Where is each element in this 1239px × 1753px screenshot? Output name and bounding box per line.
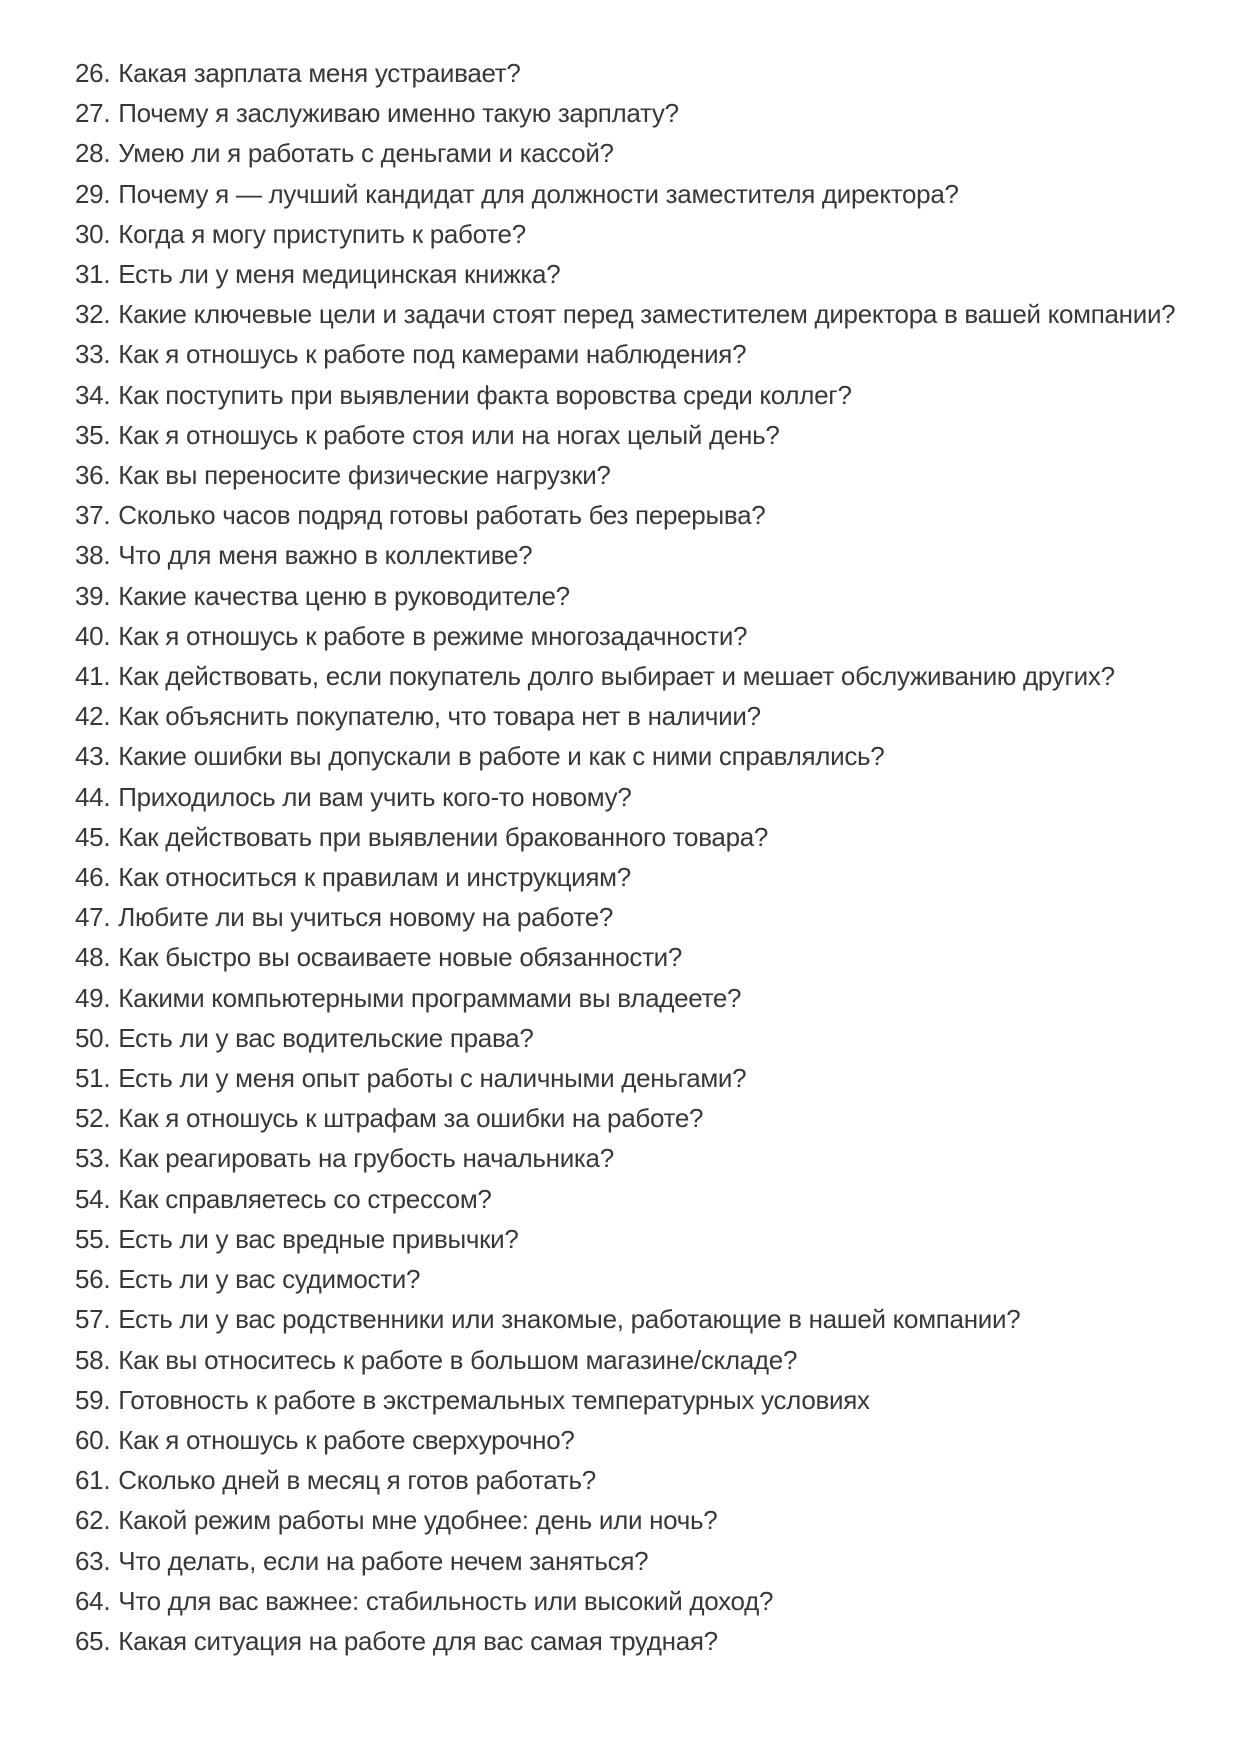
question-text: Как я отношусь к работе в режиме многозадачности? [118,620,748,651]
question-item [75,1420,1209,1460]
question-number: 40. [75,620,111,651]
question-item [75,294,1209,334]
question-text: Как я отношусь к работе под камерами наблюдения? [118,339,747,370]
question-text: Как действовать, если покупатель долго выбирает и мешает обслуживанию других? [118,661,1115,692]
question-number: 55. [75,1223,111,1254]
question-text: Готовность к работе в экстремальных температурных условиях [118,1384,870,1415]
question-text: Приходилось ли вам учить кого-то новому? [118,781,632,812]
question-text: Какие качества ценю в руководителе? [118,580,570,611]
question-item [75,696,1209,736]
question-text: Есть ли у вас вредные привычки? [118,1223,519,1254]
question-text: Есть ли у вас водительские права? [118,1022,534,1053]
question-number: 46. [75,862,111,893]
question-number: 44. [75,781,111,812]
question-text: Как быстро вы осваиваете новые обязанности? [118,942,683,973]
question-text: Как действовать при выявлении бракованного товара? [118,821,769,852]
question-number: 47. [75,902,111,933]
question-number: 42. [75,701,111,732]
question-number: 57. [75,1304,111,1335]
question-item [75,1179,1209,1219]
question-text: Что делать, если на работе нечем заняться? [118,1545,649,1576]
question-number: 50. [75,1022,111,1053]
question-text: Сколько дней в месяц я готов работать? [118,1465,596,1496]
question-item [75,495,1209,535]
question-item [75,53,1209,93]
question-item [75,857,1209,897]
question-number: 41. [75,661,111,692]
question-item [75,174,1209,214]
question-number: 60. [75,1424,111,1455]
question-text: Какая зарплата меня устраивает? [118,58,521,88]
question-text: Как реагировать на грубость начальника? [118,1143,614,1174]
question-text: Есть ли у меня опыт работы с наличными деньгами? [118,1063,747,1094]
question-text: Какие ошибки вы допускали в работе и как с ними справлялись? [118,741,885,772]
question-number: 63. [75,1545,111,1576]
question-number: 62. [75,1505,111,1536]
question-item [75,1219,1209,1259]
question-text: Что для меня важно в коллективе? [118,540,533,571]
question-item [75,616,1209,656]
question-number: 33. [75,339,111,370]
question-text: Какая ситуация на работе для вас самая трудная? [118,1625,718,1656]
question-item [75,1541,1209,1581]
question-number: 36. [75,460,111,491]
question-item [75,93,1209,133]
question-number: 58. [75,1344,111,1375]
question-item [75,535,1209,575]
question-text: Сколько часов подряд готовы работать без перерыва? [118,500,766,531]
question-list [75,53,1209,1661]
question-text: Какие ключевые цели и задачи стоят перед заместителем директора в вашей компании? [118,299,1176,330]
question-text: Как я отношусь к работе стоя или на ногах целый день? [118,419,780,450]
question-item [75,1098,1209,1138]
question-number: 53. [75,1143,111,1174]
question-number: 64. [75,1585,111,1616]
question-text: Есть ли у вас родственники или знакомые, работающие в нашей компании? [118,1304,1021,1335]
question-item [75,1621,1209,1661]
question-item [75,736,1209,776]
question-text: Когда я могу приступить к работе? [118,218,526,249]
question-number: 52. [75,1103,111,1134]
question-item [75,656,1209,696]
question-text: Как поступить при выявлении факта воровства среди коллег? [118,379,852,410]
question-item [75,817,1209,857]
question-number: 39. [75,580,111,611]
question-number: 54. [75,1183,111,1214]
question-item [75,777,1209,817]
question-number: 29. [75,178,111,209]
question-number: 48. [75,942,111,973]
question-number: 49. [75,982,111,1013]
question-number: 37. [75,500,111,531]
question-item [75,334,1209,374]
question-text: Что для вас важнее: стабильность или высокий доход? [118,1585,774,1616]
question-text: Какой режим работы мне удобнее: день или ночь? [118,1505,718,1536]
question-item [75,214,1209,254]
question-item [75,133,1209,173]
question-text: Любите ли вы учиться новому на работе? [118,902,614,933]
question-item [75,576,1209,616]
question-number: 34. [75,379,111,410]
question-text: Как я отношусь к работе сверхурочно? [118,1424,575,1455]
question-text: Как вы относитесь к работе в большом магазине/складе? [118,1344,798,1375]
question-text: Как я отношусь к штрафам за ошибки на работе? [118,1103,704,1134]
question-item [75,1299,1209,1339]
question-number: 59. [75,1384,111,1415]
question-item [75,1138,1209,1178]
question-number: 35. [75,419,111,450]
question-text: Как объяснить покупателю, что товара нет в наличии? [118,701,761,732]
question-text: Как относиться к правилам и инструкциям? [118,862,631,893]
question-number: 28. [75,138,111,169]
question-number: 32. [75,299,111,330]
question-number: 31. [75,259,111,290]
question-item [75,375,1209,415]
question-item [75,455,1209,495]
question-text: Какими компьютерными программами вы владеете? [118,982,742,1013]
question-text: Есть ли у вас судимости? [118,1264,421,1295]
question-item [75,897,1209,937]
question-number: 43. [75,741,111,772]
question-number: 61. [75,1465,111,1496]
question-text: Умею ли я работать с деньгами и кассой? [118,138,614,169]
question-text: Есть ли у меня медицинская книжка? [118,259,561,290]
question-item [75,1380,1209,1420]
question-item [75,1340,1209,1380]
question-item [75,1460,1209,1500]
question-number: 26. [75,58,111,88]
question-item [75,254,1209,294]
question-number: 27. [75,98,111,129]
question-text: Как справляетесь со стрессом? [118,1183,492,1214]
question-number: 51. [75,1063,111,1094]
question-item [75,1259,1209,1299]
question-item [75,1058,1209,1098]
question-item [75,937,1209,977]
question-number: 38. [75,540,111,571]
question-text: Почему я заслуживаю именно такую зарплату? [118,98,679,129]
question-text: Как вы переносите физические нагрузки? [118,460,611,491]
question-item [75,1018,1209,1058]
question-item [75,1581,1209,1621]
question-number: 30. [75,218,111,249]
question-number: 65. [75,1625,111,1656]
question-number: 56. [75,1264,111,1295]
question-item [75,415,1209,455]
question-item [75,1500,1209,1540]
question-number: 45. [75,821,111,852]
question-item [75,978,1209,1018]
question-text: Почему я — лучший кандидат для должности заместителя директора? [118,178,959,209]
